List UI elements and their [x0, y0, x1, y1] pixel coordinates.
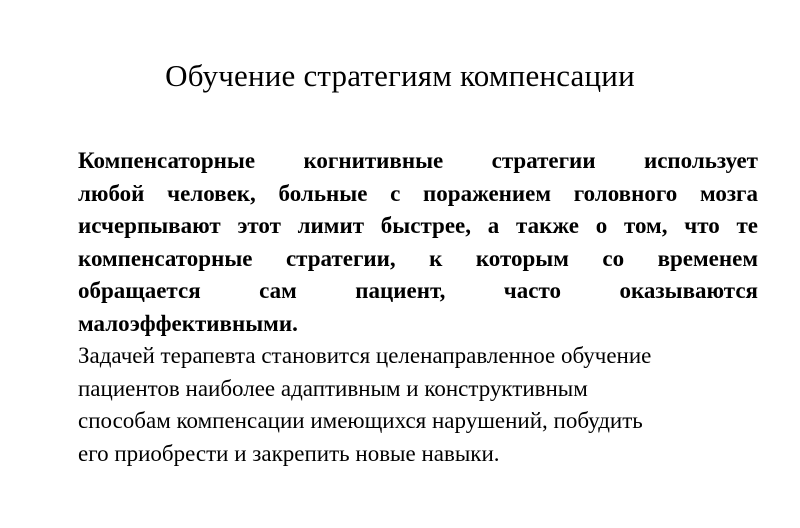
text-line: обращается сам пациент, часто оказываются: [78, 278, 758, 303]
paragraph-compensatory-strategies: [78, 145, 758, 340]
text-line: способам компенсации имеющихся нарушений, побудить: [78, 408, 643, 433]
text-line: пациентов наиболее адаптивным и конструктивным: [78, 375, 588, 401]
slide-body: [78, 145, 758, 470]
text-line: любой человек, больные с поражением головного мозга: [78, 180, 758, 206]
text-line: исчерпывают этот лимит быстрее, а также о том, что те: [78, 213, 758, 238]
text-line: компенсаторные стратегии, к которым со временем: [78, 245, 758, 271]
text-line: малоэффективными.: [78, 310, 298, 336]
paragraph-therapist-task: [78, 340, 758, 470]
text-line: Задачей терапевта становится целенаправленное обучение: [78, 343, 652, 368]
text-line: Компенсаторные когнитивные стратегии использует: [78, 148, 758, 173]
slide-title: Обучение стратегиям компенсации: [165, 58, 635, 93]
text-line: его приобрести и закрепить новые навыки.: [78, 440, 500, 466]
